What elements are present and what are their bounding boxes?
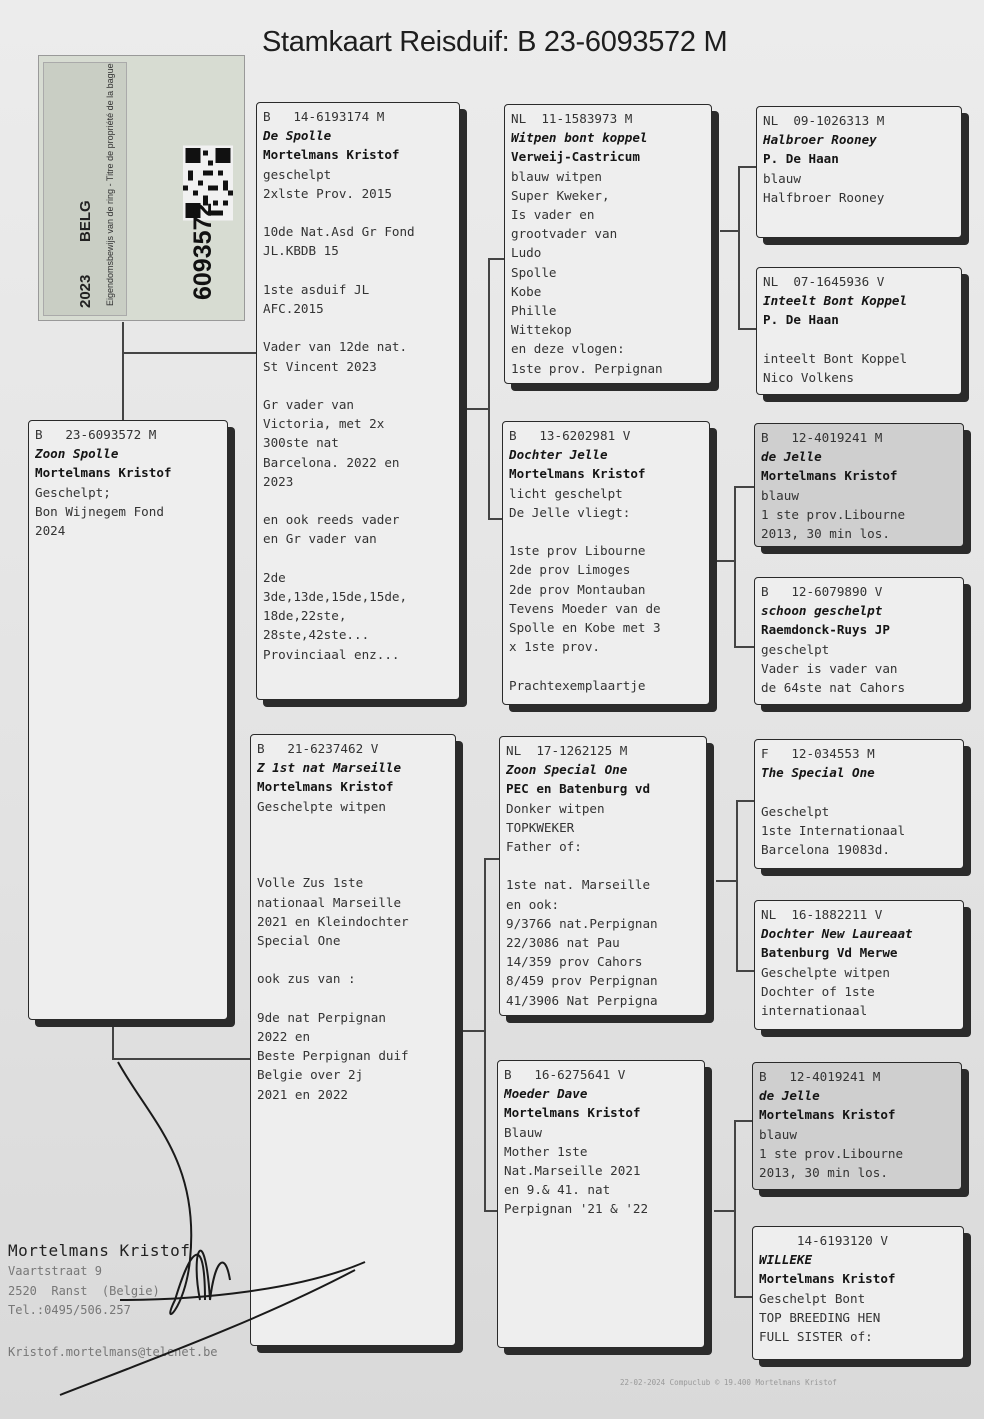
card-line: Verweij-Castricum bbox=[511, 149, 640, 165]
card-line: Batenburg Vd Merwe bbox=[761, 945, 898, 961]
card-line: NL 16-1882211 V bbox=[761, 907, 883, 922]
card-line: P. De Haan bbox=[763, 151, 839, 167]
connector-line bbox=[738, 166, 740, 328]
page-title: Stamkaart Reisduif: B 23-6093572 M bbox=[262, 26, 728, 58]
connector-line bbox=[112, 1020, 114, 1060]
card-line: Nico Volkens bbox=[763, 370, 854, 385]
connector-line bbox=[736, 970, 754, 972]
card-line: ook zus van : bbox=[257, 971, 356, 987]
card-line: The Special One bbox=[761, 765, 875, 781]
card-sdd bbox=[754, 577, 964, 705]
card-ddd bbox=[752, 1226, 964, 1360]
card-line: B 14-6193174 M bbox=[263, 109, 385, 124]
connector-line bbox=[734, 1120, 736, 1296]
card-line: Prachtexemplaartje bbox=[509, 677, 646, 693]
card-line: WILLEKE bbox=[759, 1252, 813, 1268]
card-sire bbox=[256, 102, 460, 700]
card-line: NL 11-1583973 M bbox=[511, 111, 633, 126]
card-line: P. De Haan bbox=[763, 312, 839, 328]
card-line: Geschelpt Bont bbox=[759, 1290, 866, 1306]
connector-line bbox=[736, 800, 754, 802]
card-line: Mortelmans Kristof bbox=[509, 466, 646, 482]
card-line: internationaal bbox=[761, 1003, 868, 1019]
card-line: Inteelt Bont Koppel bbox=[763, 293, 908, 309]
card-line: 1 ste prov.Libourne bbox=[759, 1145, 904, 1161]
card-line: en Gr vader van bbox=[263, 531, 377, 547]
card-line: Vader van 12de nat. bbox=[263, 339, 408, 355]
card-line: 18de,22ste, bbox=[263, 608, 347, 624]
card-line: 2023 bbox=[263, 473, 294, 489]
card-line: Kobe bbox=[511, 283, 542, 299]
breeder-email[interactable]: Kristof.mortelmans@telenet.be bbox=[8, 1344, 218, 1359]
card-line: 1ste prov Libourne bbox=[509, 543, 646, 559]
connector-line bbox=[112, 1058, 250, 1060]
card-line bbox=[263, 261, 453, 280]
card-line: NL 07-1645936 V bbox=[763, 274, 885, 289]
card-line: Tevens Moeder van de bbox=[509, 600, 661, 616]
card-line: B 21-6237462 V bbox=[257, 741, 379, 756]
card-line: Father of: bbox=[506, 839, 582, 855]
card-line: NL 09-1026313 M bbox=[763, 113, 885, 128]
card-line bbox=[763, 330, 955, 349]
card-line: blauw bbox=[759, 1126, 797, 1142]
breeder-name: Mortelmans Kristof bbox=[8, 1241, 191, 1260]
card-line bbox=[263, 318, 453, 337]
card-dss bbox=[754, 739, 964, 869]
connector-line bbox=[738, 328, 756, 330]
card-line: 1ste nat. Marseille bbox=[506, 877, 651, 893]
ring-ownership-text: Eigendomsbewijs van de ring - Titre de propriété de la bague bbox=[105, 63, 115, 306]
card-line: Mother 1ste bbox=[504, 1143, 588, 1159]
ring-year: 2023 bbox=[77, 274, 94, 308]
ring-country: BELG bbox=[77, 200, 94, 242]
card-line: Dochter of 1ste bbox=[761, 983, 875, 999]
card-line: 2de prov Limoges bbox=[509, 562, 631, 578]
connector-line bbox=[716, 560, 735, 562]
connector-line bbox=[716, 880, 737, 882]
connector-line bbox=[734, 486, 736, 646]
card-line: Belgie over 2j bbox=[257, 1067, 364, 1083]
card-line: Perpignan '21 & '22 bbox=[504, 1201, 649, 1217]
card-line: De Jelle vliegt: bbox=[509, 504, 631, 520]
card-line: B 16-6275641 V bbox=[504, 1067, 626, 1082]
card-line: 2013, 30 min los. bbox=[759, 1165, 888, 1181]
card-line bbox=[263, 491, 453, 510]
connector-line bbox=[734, 486, 754, 488]
connector-line bbox=[736, 800, 738, 970]
connector-line bbox=[734, 1296, 754, 1298]
card-line: FULL SISTER of: bbox=[759, 1329, 873, 1345]
card-line: Ludo bbox=[511, 245, 542, 261]
card-line: Dochter Jelle bbox=[509, 447, 608, 463]
card-line: en deze vlogen: bbox=[511, 341, 625, 357]
card-line: Special One bbox=[257, 932, 341, 948]
breeder-street: Vaartstraat 9 bbox=[8, 1264, 102, 1278]
card-line: 1ste prov. Perpignan bbox=[511, 360, 663, 376]
card-line: Z 1st nat Marseille bbox=[257, 760, 402, 776]
card-sds bbox=[754, 423, 964, 547]
card-line: 22/3086 nat Pau bbox=[506, 935, 620, 951]
card-line: inteelt Bont Koppel bbox=[763, 350, 908, 366]
card-line: 2022 en bbox=[257, 1028, 311, 1044]
connector-line bbox=[734, 1120, 754, 1122]
card-sire-sire bbox=[504, 104, 712, 384]
card-line: nationaal Marseille bbox=[257, 894, 402, 910]
card-line: NL 17-1262125 M bbox=[506, 743, 628, 758]
card-sss bbox=[756, 106, 962, 238]
card-line: en 9.& 41. nat bbox=[504, 1182, 611, 1198]
card-dam-dam bbox=[497, 1060, 705, 1348]
card-line: Zoon Special One bbox=[506, 762, 628, 778]
card-line: 9de nat Perpignan bbox=[257, 1009, 386, 1025]
card-line: TOP BREEDING HEN bbox=[759, 1309, 881, 1325]
card-line bbox=[263, 549, 453, 568]
card-line: Mortelmans Kristof bbox=[263, 147, 400, 163]
card-line bbox=[257, 989, 449, 1008]
connector-line bbox=[460, 1030, 485, 1032]
card-line bbox=[506, 856, 700, 875]
card-line: Geschelpte witpen bbox=[761, 964, 890, 980]
card-line: en ook: bbox=[506, 896, 560, 912]
card-line: Mortelmans Kristof bbox=[504, 1105, 641, 1121]
card-line: 2xlste Prov. 2015 bbox=[263, 185, 392, 201]
card-line: 2013, 30 min los. bbox=[761, 526, 890, 542]
card-line: B 13-6202981 V bbox=[509, 428, 631, 443]
card-line: Mortelmans Kristof bbox=[761, 468, 898, 484]
card-dsd bbox=[754, 900, 964, 1030]
card-line: Mortelmans Kristof bbox=[35, 465, 172, 481]
card-line: grootvader van bbox=[511, 226, 618, 242]
card-line: Wittekop bbox=[511, 322, 572, 338]
card-line: Victoria, met 2x bbox=[263, 416, 385, 432]
card-subject bbox=[28, 420, 228, 1020]
card-line: Geschelpte witpen bbox=[257, 798, 386, 814]
card-line: 2de bbox=[263, 569, 286, 585]
card-line: 1ste Internationaal bbox=[761, 822, 906, 838]
card-line: Barcelona 19083d. bbox=[761, 842, 890, 857]
card-line: 3de,13de,15de,15de, bbox=[263, 588, 408, 604]
card-dds bbox=[752, 1062, 962, 1190]
card-line: 10de Nat.Asd Gr Fond bbox=[263, 224, 415, 240]
card-line: licht geschelpt bbox=[509, 485, 623, 501]
card-line: Is vader en bbox=[511, 207, 595, 223]
card-line: F 12-034553 M bbox=[761, 746, 875, 761]
connector-line bbox=[714, 1210, 735, 1212]
card-line bbox=[761, 782, 957, 801]
card-dam bbox=[250, 734, 456, 1346]
card-line: Mortelmans Kristof bbox=[759, 1271, 896, 1287]
card-line bbox=[257, 950, 449, 969]
card-ssd bbox=[756, 267, 962, 395]
card-dam-sire bbox=[499, 736, 707, 1016]
card-line: Bon Wijnegem Fond bbox=[35, 503, 164, 519]
card-line: St Vincent 2023 bbox=[263, 358, 377, 374]
card-line: de 64ste nat Cahors bbox=[761, 680, 906, 696]
connector-line bbox=[738, 166, 756, 168]
card-line: 300ste nat bbox=[263, 435, 339, 451]
card-line: B 23-6093572 M bbox=[35, 427, 157, 442]
card-line: x 1ste prov. bbox=[509, 639, 600, 655]
card-line: 8/459 prov Perpignan bbox=[506, 973, 658, 989]
card-line: de Jelle bbox=[759, 1088, 820, 1104]
card-line: 2024 bbox=[35, 523, 66, 539]
card-line: Gr vader van bbox=[263, 396, 354, 412]
card-line: Mortelmans Kristof bbox=[759, 1107, 896, 1123]
breeder-address bbox=[8, 1240, 218, 1362]
card-line: Mortelmans Kristof bbox=[257, 779, 394, 795]
card-line: AFC.2015 bbox=[263, 301, 324, 316]
card-line: Raemdonck-Ruys JP bbox=[761, 622, 890, 638]
card-line: 2021 en 2022 bbox=[257, 1086, 348, 1102]
connector-line bbox=[122, 322, 124, 422]
card-line: 14-6193120 V bbox=[759, 1233, 888, 1248]
card-line: Spolle en Kobe met 3 bbox=[509, 620, 661, 636]
card-line: blauw bbox=[763, 170, 801, 186]
connector-line bbox=[122, 352, 256, 354]
card-line: 1 ste prov.Libourne bbox=[761, 506, 906, 522]
card-line bbox=[257, 816, 449, 835]
card-line: B 12-4019241 M bbox=[761, 430, 883, 445]
card-line: blauw bbox=[761, 487, 799, 503]
breeder-city: 2520 Ranst (Belgie) bbox=[8, 1283, 160, 1298]
breeder-phone: Tel.:0495/506.257 bbox=[8, 1303, 131, 1317]
card-line: De Spolle bbox=[263, 128, 332, 144]
card-line: Spolle bbox=[511, 264, 557, 280]
card-line bbox=[509, 522, 703, 541]
card-line: en ook reeds vader bbox=[263, 512, 400, 528]
card-line: blauw witpen bbox=[511, 168, 602, 184]
card-line: Nat.Marseille 2021 bbox=[504, 1163, 641, 1179]
card-line bbox=[509, 656, 703, 675]
card-line: Beste Perpignan duif bbox=[257, 1048, 409, 1064]
connector-line bbox=[734, 646, 754, 648]
card-line: PEC en Batenburg vd bbox=[506, 781, 651, 797]
card-line bbox=[263, 376, 453, 395]
card-line: 2021 en Kleindochter bbox=[257, 913, 409, 929]
card-line: TOPKWEKER bbox=[506, 819, 575, 835]
card-line: Geschelpt bbox=[761, 803, 830, 819]
card-line: 41/3906 Nat Perpigna bbox=[506, 992, 658, 1008]
card-line: 1ste asduif JL bbox=[263, 281, 370, 297]
card-line: Volle Zus 1ste bbox=[257, 875, 364, 891]
card-line: 14/359 prov Cahors bbox=[506, 954, 643, 970]
card-line: Geschelpt; bbox=[35, 484, 111, 500]
card-line: Halbroer Rooney bbox=[763, 132, 877, 148]
card-line: Phille bbox=[511, 303, 557, 319]
card-line: Donker witpen bbox=[506, 800, 605, 816]
card-line: de Jelle bbox=[761, 449, 822, 465]
card-line: 28ste,42ste... bbox=[263, 627, 370, 643]
card-line bbox=[257, 854, 449, 873]
card-line: Moeder Dave bbox=[504, 1086, 588, 1102]
card-sire-dam bbox=[502, 421, 710, 705]
card-line: Super Kweker, bbox=[511, 187, 610, 203]
card-line: Witpen bont koppel bbox=[511, 130, 648, 146]
card-line: Provinciaal enz... bbox=[263, 646, 400, 662]
ring-number: 6093572 bbox=[189, 202, 217, 300]
connector-line bbox=[488, 258, 504, 260]
connector-line bbox=[484, 858, 500, 860]
connector-line bbox=[488, 258, 490, 518]
card-line: B 12-6079890 V bbox=[761, 584, 883, 599]
card-line: JL.KBDB 15 bbox=[263, 243, 339, 259]
card-line: Zoon Spolle bbox=[35, 446, 119, 462]
card-line: Barcelona. 2022 en bbox=[263, 454, 400, 470]
footer-text: 22-02-2024 Compuclub © 19.400 Mortelmans Kristof bbox=[620, 1378, 837, 1387]
card-line: 2de prov Montauban bbox=[509, 581, 646, 597]
connector-line bbox=[720, 230, 739, 232]
card-line: Halfbroer Rooney bbox=[763, 189, 885, 205]
card-line: Blauw bbox=[504, 1124, 542, 1140]
card-line bbox=[257, 835, 449, 854]
ring-card bbox=[38, 55, 245, 321]
connector-line bbox=[466, 408, 489, 410]
card-line: B 12-4019241 M bbox=[759, 1069, 881, 1084]
connector-line bbox=[484, 858, 486, 1210]
card-line: schoon geschelpt bbox=[761, 603, 883, 619]
card-line: geschelpt bbox=[761, 641, 830, 657]
card-line: 9/3766 nat.Perpignan bbox=[506, 915, 658, 931]
card-line bbox=[263, 203, 453, 222]
card-line: Vader is vader van bbox=[761, 660, 898, 676]
card-line: geschelpt bbox=[263, 166, 332, 182]
card-line: Dochter New Laureaat bbox=[761, 926, 913, 942]
